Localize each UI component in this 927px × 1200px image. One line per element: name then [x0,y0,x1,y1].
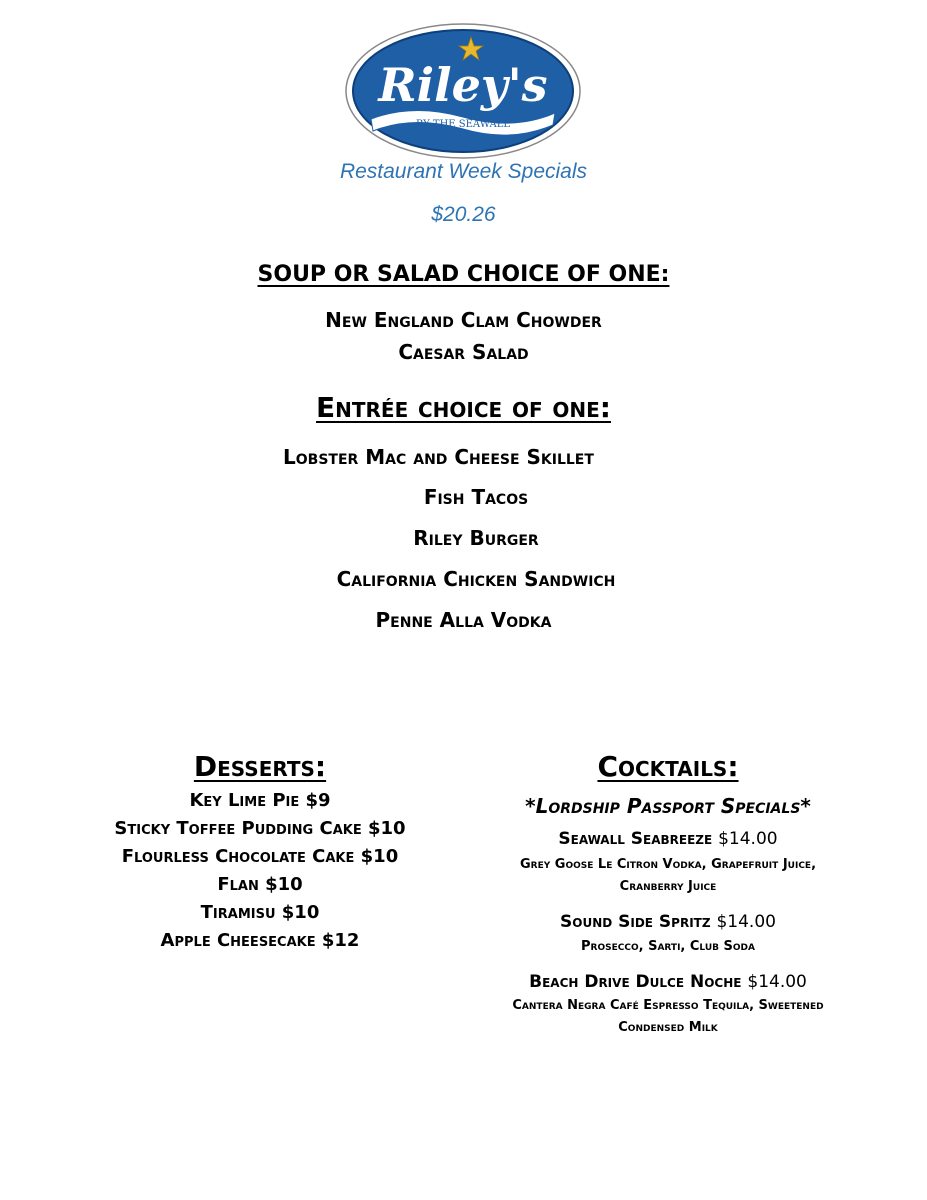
dessert-item: Tiramisu $10 [200,902,320,923]
cocktails-subheading: *Lordship Passport Specials* [525,794,811,818]
entree-item: California Chicken Sandwich [336,567,616,591]
entree-item: Lobster Mac and Cheese Skillet [283,445,594,469]
cocktail-name: Seawall Seabreeze [558,829,713,849]
dessert-item: Flourless Chocolate Cake $10 [121,846,399,867]
page-title: Restaurant Week Specials [339,160,588,183]
logo-name: Riley's [378,58,548,112]
cocktail-price: $14.00 [716,912,776,932]
cocktail-description: Cantera Negra Café Espresso Tequila, Sweetened [512,998,824,1013]
cocktail-title [458,912,878,932]
cocktail-price: $14.00 [718,829,778,849]
logo-tagline: BY THE SEAWALL [415,119,511,130]
cocktail-description: Grey Goose Le Citron Vodka, Grapefruit Juice, [519,857,817,872]
dessert-item: Flan $10 [217,874,303,895]
cocktail-title [458,829,878,849]
cocktails-heading: Cocktails: [597,750,739,783]
entree-item: Riley Burger [413,526,539,550]
entree-item: Penne Alla Vodka [375,608,552,632]
soup-salad-heading: SOUP OR SALAD CHOICE OF ONE: [257,262,670,287]
cocktail-name: Beach Drive Dulce Noche [529,972,742,992]
cocktail-title [458,972,878,992]
special-price: $20.26 [431,203,496,226]
soup-salad-item: New England Clam Chowder [325,308,602,332]
entree-item: Fish Tacos [423,485,529,509]
cocktail-description: Cranberry Juice [619,879,717,894]
cocktail-description: Prosecco, Sarti, Club Soda [581,939,755,954]
soup-salad-item: Caesar Salad [398,340,529,364]
dessert-item: Sticky Toffee Pudding Cake $10 [114,818,406,839]
cocktail-price: $14.00 [747,972,807,992]
dessert-item: Apple Cheesecake $12 [160,930,360,951]
dessert-item: Key Lime Pie $9 [189,790,331,811]
desserts-heading: Desserts: [193,750,327,783]
entree-heading: Entrée choice of one: [316,391,611,424]
cocktail-description: Condensed Milk [618,1020,718,1035]
rileys-logo [343,21,583,161]
cocktail-name: Sound Side Spritz [560,912,711,932]
